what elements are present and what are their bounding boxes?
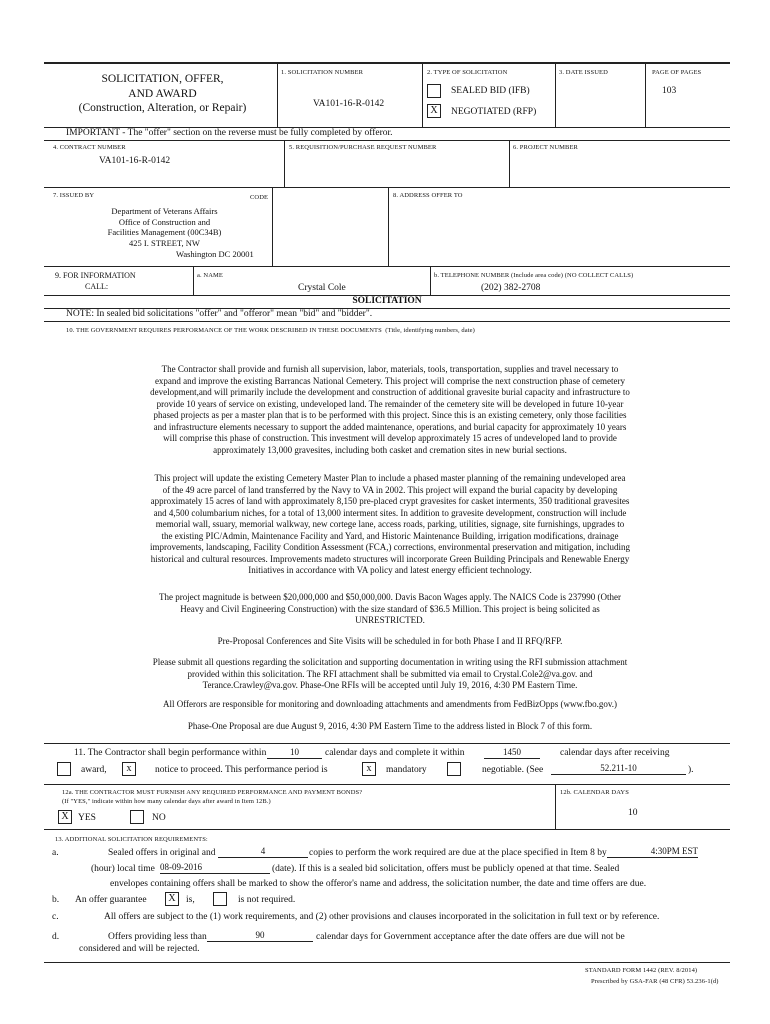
name-label: a. NAME [197, 272, 223, 279]
item-d-text2: calendar days for Government acceptance after the date offers are due will not be [316, 932, 625, 942]
issuer-line: Facilities Management (00C34B) [107, 227, 222, 237]
item-a-text3: (hour) local time [91, 864, 155, 874]
award-label: award, [81, 765, 107, 775]
form-title-line1: SOLICITATION, OFFER, [101, 73, 224, 85]
information-label [55, 270, 175, 292]
divider [555, 784, 556, 829]
divider [277, 62, 278, 128]
contract-number: VA101-16-R-0142 [99, 156, 171, 166]
top-border [44, 62, 730, 64]
issued-by-label: 7. ISSUED BY [53, 192, 95, 199]
item-c-letter: c. [52, 912, 59, 922]
important-note: IMPORTANT - The "offer" section on the reverse must be fully completed by offeror. [66, 128, 393, 138]
divider [272, 187, 273, 266]
due-date-field[interactable]: 08-09-2016 [160, 862, 270, 874]
item-a-text2: copies to perform the work required are due at the place specified in Item 8 by [309, 848, 607, 858]
issuer-city: Washington DC 20001 [176, 249, 254, 259]
additional-requirements-label: 13. ADDITIONAL SOLICITATION REQUIREMENTS: [55, 836, 208, 843]
item-d-letter: d. [52, 932, 60, 942]
form-title [50, 72, 275, 116]
form-revision: (REV. 8/2014) [658, 967, 698, 974]
page-count: 103 [662, 86, 677, 96]
issuer-line: Department of Veterans Affairs [111, 206, 218, 216]
form-title-line2: AND AWARD [128, 87, 197, 100]
item-a-text4: (date). If this is a sealed bid solicitation, offers must be publicly opened at that time. Sealed [272, 864, 620, 874]
divider [44, 829, 730, 830]
guarantee-is-checkbox[interactable]: X [165, 892, 179, 906]
divider [645, 62, 646, 128]
contact-name: Crystal Cole [298, 283, 346, 293]
solicitation-type-label: 2. TYPE OF SOLICITATION [427, 69, 508, 76]
block11-text1: 11. The Contractor shall begin performance within [74, 748, 267, 758]
copies-field[interactable]: 4 [218, 846, 308, 858]
page-of-pages-label: PAGE OF PAGES [652, 69, 702, 76]
description-paragraph-3: The project magnitude is between $20,000,000 and $50,000,000. Davis Bacon Wages apply. The NAICS Code is 237990 (Other Heavy and Civil Engineering Construction) with the size standard of $36.5 Million. This project is being solicited as UNRESTRICTED. [158, 592, 622, 625]
description-paragraph-7: Phase-One Proposal are due August 9, 2016, 4:30 PM Eastern Time to the address listed in Block 7 of this form. [187, 721, 593, 731]
due-time-field[interactable]: 4:30PM EST [607, 846, 698, 858]
item-a-text1: Sealed offers in original and [108, 848, 216, 858]
bonds-label: 12a. THE CONTRACTOR MUST FURNISH ANY REQUIRED PERFORMANCE AND PAYMENT BONDS? [62, 789, 363, 796]
issuer-line: 425 I. STREET, NW [129, 237, 200, 248]
address-offer-label: 8. ADDRESS OFFER TO [393, 192, 463, 199]
negotiated-label: NEGOTIATED (RFP) [451, 107, 537, 117]
negotiated-checkbox[interactable]: X [427, 104, 441, 118]
divider [509, 140, 510, 188]
bonds-no-checkbox[interactable] [130, 810, 144, 824]
form-name: STANDARD FORM 1442 [585, 967, 657, 974]
date-issued-label: 3. DATE ISSUED [559, 69, 608, 76]
mandatory-label: mandatory [386, 765, 427, 775]
solicitation-number: VA101-16-R-0142 [313, 99, 385, 109]
solicitation-heading: SOLICITATION [352, 296, 422, 306]
telephone-label: b. TELEPHONE NUMBER (Include area code) (NO COLLECT CALLS) [434, 272, 634, 279]
item-b-letter: b. [52, 895, 60, 905]
form-number [585, 967, 697, 974]
code-label: CODE [250, 194, 269, 201]
block10-label-text: 10. THE GOVERNMENT REQUIRES PERFORMANCE OF THE WORK DESCRIBED IN THESE DOCUMENTS [66, 327, 382, 334]
negotiable-checkbox[interactable] [447, 762, 461, 776]
divider [44, 140, 730, 141]
issuer-address [102, 206, 227, 248]
divider [430, 266, 431, 295]
divider [388, 187, 389, 266]
requisition-number-label: 5. REQUISITION/PURCHASE REQUEST NUMBER [289, 144, 437, 151]
description-paragraph-6: All Offerors are responsible for monitoring and downloading attachments and amendments from FedBizOpps (www.fbo.gov.) [162, 699, 618, 709]
description-paragraph-5: Please submit all questions regarding the solicitation and supporting documentation in writing using the RFI submission attachment provided within this solicitation. The RFI attachment shall be submitted via email to Crystal.Cole2@va.gov. and Terance.Crawley@va.gov. Phase-One RFIs will be accepted until July 19, 2016, 4:30 PM Eastern Time. [152, 657, 628, 690]
guarantee-not-label: is not required. [238, 895, 296, 905]
information-label-line2: CALL: [85, 282, 109, 291]
divider [44, 187, 730, 188]
divider [193, 266, 194, 295]
divider [44, 962, 730, 963]
divider [44, 321, 730, 322]
notice-checkbox[interactable]: x [122, 762, 136, 776]
start-days-field[interactable]: 10 [267, 747, 322, 759]
divider [555, 62, 556, 128]
notice-label: notice to proceed. This performance period is [155, 765, 328, 775]
item-c-text: All offers are subject to the (1) work requirements, and (2) other provisions and clauses incorporated in the solicitation in full text or by reference. [104, 912, 660, 922]
see-clause-field[interactable]: 52.211-10 [551, 763, 686, 775]
item-a-text5: envelopes containing offers shall be marked to show the offeror's name and address, the solicitation number, the date and time offers are due. [110, 879, 647, 889]
sealed-bid-label: SEALED BID (IFB) [451, 86, 530, 96]
block11-text2: calendar days and complete it within [325, 748, 465, 758]
mandatory-checkbox[interactable]: x [362, 762, 376, 776]
divider [44, 784, 730, 785]
issuer-line: Office of Construction and [118, 216, 211, 227]
guarantee-not-checkbox[interactable] [213, 892, 227, 906]
complete-days-field[interactable]: 1450 [484, 747, 540, 759]
solicitation-number-label: 1. SOLICITATION NUMBER [281, 69, 364, 76]
award-checkbox[interactable] [57, 762, 71, 776]
divider [422, 62, 423, 128]
divider [44, 743, 730, 744]
block11-text3: calendar days after receiving [560, 748, 670, 758]
calendar-days-label: 12b. CALENDAR DAYS [560, 789, 629, 796]
description-paragraph-1: The Contractor shall provide and furnish all supervision, labor, materials, tools, transportation, supplies and travel necessary to expand and improve the existing Barrancas National Cemetery. This project will comprise the next construction phase of cemetery development,and will primarily include the development and construction of additional gravesite burial capacity and infrastructure to provide 10 years of service on existing, undeveloped land. The remainder of the cemetery site will be developed in future 10-year phased projects as per a master plan that is to be performed with this project. Since this is an existing cemetery, only those facilities and infrastructure elements necessary to support the added maintenance, operations, and burial capacity for approximately 10 years will comprise this phase of construction. This investment will develop approximately 15 acres of undeveloped land to provide approximately 13,000 gravesites, including both casket and cremation sites in new burial sections. [150, 364, 630, 455]
sealed-bid-checkbox[interactable] [427, 84, 441, 98]
sealed-bid-note: NOTE: In sealed bid solicitations "offer" and "offeror" mean "bid" and "bidder". [66, 309, 373, 319]
description-paragraph-2: This project will update the existing Cemetery Master Plan to include a phased master planning of the remaining undeveloped area of the 49 acre parcel of land transferred by the Navy to VA in 2002. This project will expand the burial capacity by developing approximately 15 acres of land with approximately 8,150 pre-placed crypt gravesites for casket interments, 350 traditional gravesites and 4,500 columbarium niches, for a total of 13,000 interment sites. In addition to gravesite development, construction will include memorial wall, ssuary, memorial walkway, new cortege lane, access roads, parking, utilities, signage, site furnishings, upgrades to the existing PIC/Admin, Maintenance Facility and Yard, and Historic Maintenance Building, irrigation modifications, drainage improvements, landscaping, Facility Condition Assessment (FCA,) corrections, environmental preservation and mitigation, including historical and cultural resources. Improvements madeto structures will incorporate Green Building Principals and Renewable Energy Initiatives in accordance with VA policy and latest energy efficient technology. [150, 473, 630, 575]
item-d-text1: Offers providing less than [108, 932, 207, 942]
divider [44, 266, 730, 267]
block10-hint: (Title, identifying numbers, date) [385, 327, 475, 334]
project-number-label: 6. PROJECT NUMBER [513, 144, 578, 151]
item-b-text1: An offer guarantee [75, 895, 147, 905]
contract-number-label: 4. CONTRACT NUMBER [53, 144, 126, 151]
description-paragraph-4: Pre-Proposal Conferences and Site Visits will be scheduled in for both Phase I and II RFQ/RFP. [217, 636, 563, 646]
calendar-days-value: 10 [628, 808, 638, 818]
block10-label [66, 327, 475, 334]
bonds-yes-label: YES [78, 813, 96, 823]
divider [284, 140, 285, 188]
contact-phone: (202) 382-2708 [481, 283, 541, 293]
bonds-hint: (If "YES," indicate within how many calendar days after award in Item 12B.) [62, 798, 271, 805]
bonds-no-label: NO [152, 813, 166, 823]
guarantee-is-label: is, [186, 895, 195, 905]
prescribed-by: Prescribed by GSA-FAR (48 CFR) 53.236-1(d) [591, 978, 719, 985]
item-d-text3: considered and will be rejected. [79, 944, 200, 954]
form-title-line3: (Construction, Alteration, or Repair) [78, 102, 247, 114]
block11-close: ). [688, 765, 694, 775]
negotiable-label: negotiable. (See [482, 765, 544, 775]
acceptance-days-field[interactable]: 90 [207, 930, 313, 942]
bonds-yes-checkbox[interactable]: X [58, 810, 72, 824]
information-label-line1: 9. FOR INFORMATION [55, 271, 136, 280]
item-a-letter: a. [52, 848, 59, 858]
